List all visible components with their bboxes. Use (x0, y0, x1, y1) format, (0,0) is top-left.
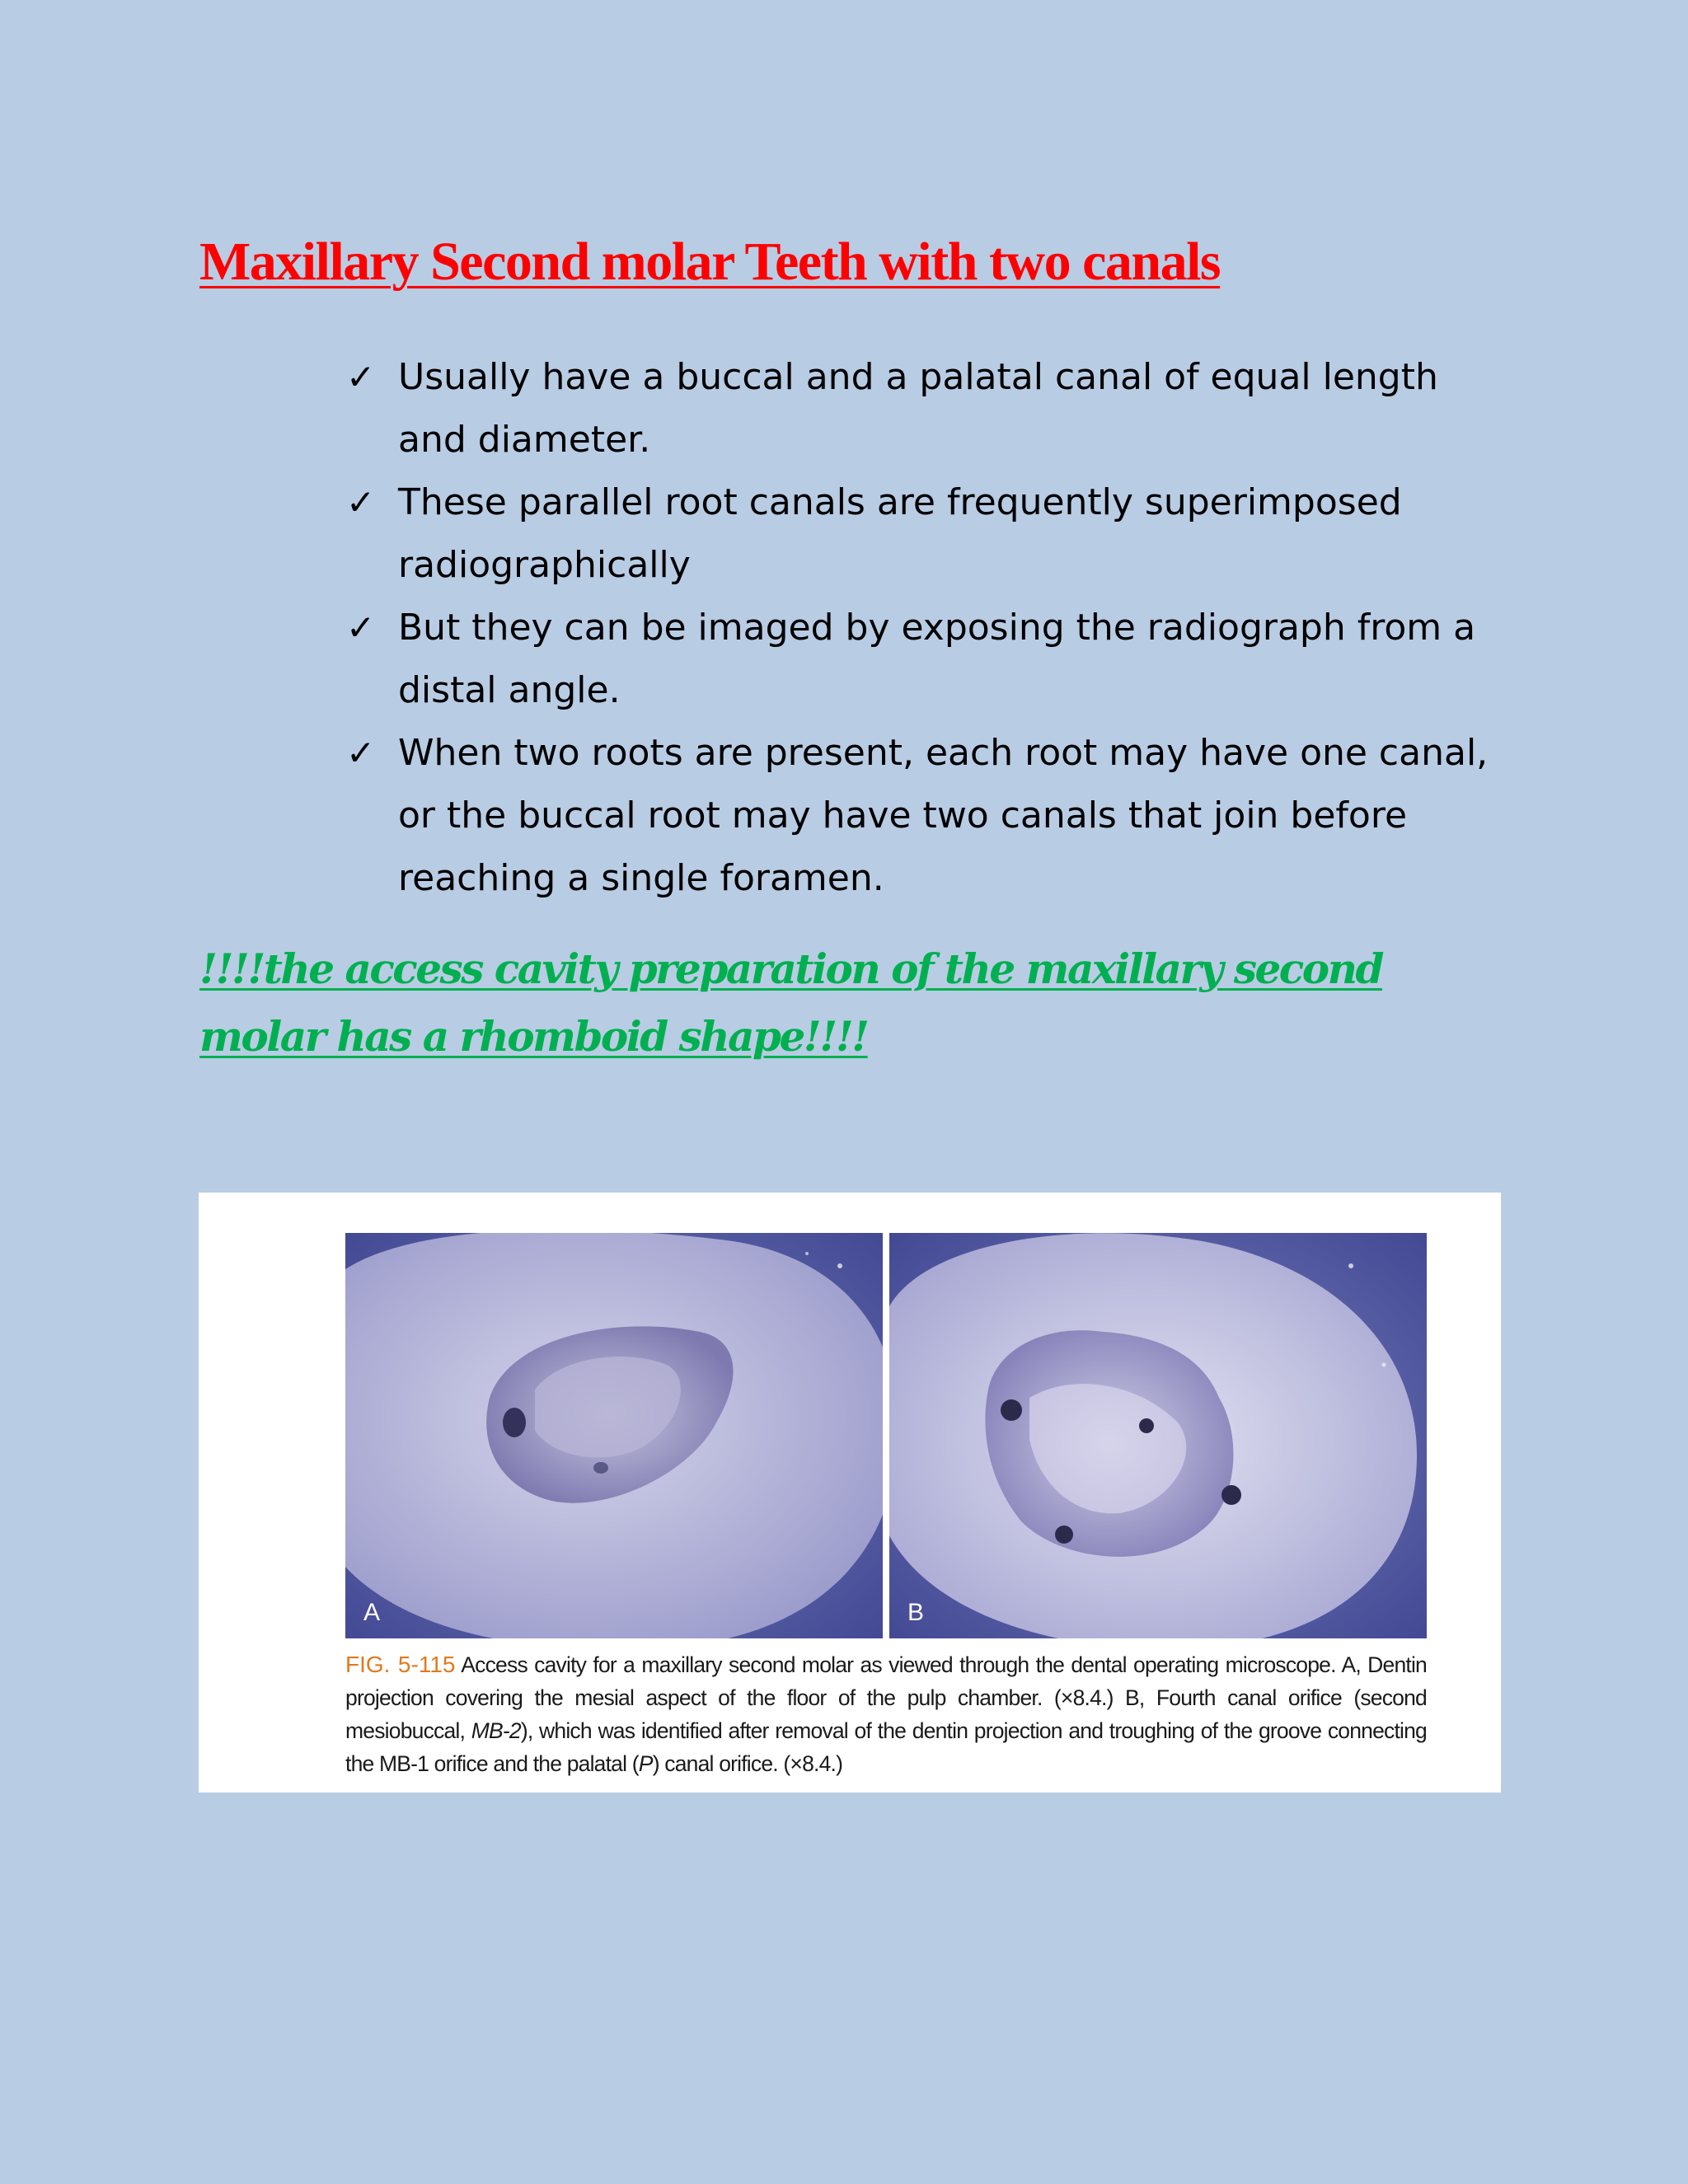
list-item (346, 471, 1492, 597)
rhomboid-shape-note: !!!!the access cavity preparation of the maxillary second molar has a rhomboid shape!!!! (199, 944, 1382, 1061)
check-icon: ✓ (346, 357, 376, 397)
caption-p: P (638, 1751, 653, 1776)
caption-text-3: ) canal orifice. (×8.4.) (652, 1751, 843, 1776)
photo-panel-b (889, 1233, 1427, 1638)
bullet-list (346, 346, 1492, 910)
check-icon: ✓ (346, 733, 376, 773)
panel-label-a: A (363, 1599, 381, 1626)
caption-text-2: ), which was identified after removal of the dentin projection and troughing of the groove connecting the MB-1 orifice and the palatal ( (345, 1718, 1427, 1776)
caption-mb2: MB-2 (471, 1718, 521, 1743)
bullet-text: These parallel root canals are frequently superimposed radiographically (398, 481, 1402, 586)
photo-panel-a (345, 1233, 883, 1638)
list-item (346, 346, 1492, 471)
tooth-photo-b (889, 1233, 1427, 1638)
bullet-text: Usually have a buccal and a palatal canal of equal length and diameter. (398, 356, 1438, 461)
figure-caption (345, 1648, 1427, 1780)
figure-number: FIG. 5-115 (345, 1652, 456, 1677)
check-icon: ✓ (346, 607, 376, 648)
list-item (346, 722, 1492, 910)
list-item (346, 597, 1492, 722)
bullet-text: But they can be imaged by exposing the radiograph from a distal angle. (398, 607, 1476, 711)
bullet-text: When two roots are present, each root may have one canal, or the buccal root may have two canals that join before reaching a single foramen. (398, 732, 1489, 899)
check-icon: ✓ (346, 482, 376, 523)
page-title: Maxillary Second molar Teeth with two canals (199, 232, 1221, 292)
caption-text: Access cavity for a maxillary second molar as viewed through the dental operating microscope. A, Dentin projection covering the mesial aspect of the floor of the pulp chamber. (×8.4.) B, Fourth canal orifice (second mesiobuccal, (345, 1652, 1427, 1743)
figure-panel (199, 1193, 1501, 1793)
tooth-photo-a (345, 1233, 883, 1638)
panel-label-b: B (907, 1599, 925, 1626)
